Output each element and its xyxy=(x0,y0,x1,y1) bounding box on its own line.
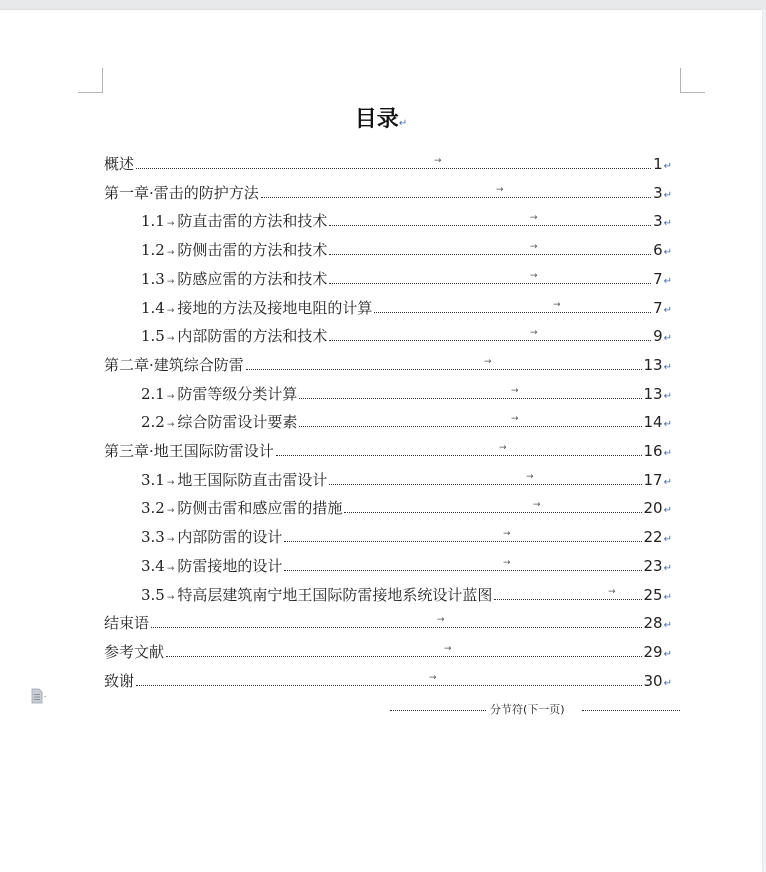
toc-page-number: 25 xyxy=(643,585,663,604)
toc-entry-page xyxy=(644,498,672,521)
toc-entry-page xyxy=(653,183,672,206)
toc-entry[interactable] xyxy=(0,211,762,240)
toc-entry[interactable] xyxy=(0,269,762,298)
toc-entry[interactable] xyxy=(0,498,762,527)
toc-entry-text: 内部防雷的设计 xyxy=(177,528,283,547)
toc-entry-text: 第三章·地王国际防雷设计 xyxy=(104,442,274,460)
tab-arrow-icon: → xyxy=(437,615,445,626)
paragraph-mark: ↵ xyxy=(663,333,672,345)
paragraph-mark: ↵ xyxy=(663,448,672,459)
paragraph-mark: ↵ xyxy=(663,189,672,201)
section-break-line-right xyxy=(582,710,680,711)
paragraph-mark: ↵ xyxy=(663,419,672,431)
tab-arrow-icon: → xyxy=(503,529,511,540)
toc-leader-dots xyxy=(344,512,642,513)
toc-entry-number: 2.1 xyxy=(141,384,165,403)
toc-entry[interactable] xyxy=(0,412,762,441)
toc-entry[interactable] xyxy=(0,556,762,585)
toc-entry-page xyxy=(653,298,672,321)
toc-entry[interactable] xyxy=(0,298,762,327)
toc-entry-number: 3.3 xyxy=(141,528,165,547)
toc-entry-label xyxy=(141,240,327,263)
paragraph-mark: ↵ xyxy=(663,534,672,546)
paragraph-mark: ↵ xyxy=(663,390,672,402)
toc-entry-number: 1.1 xyxy=(141,212,165,231)
toc-entry-number: 1.5 xyxy=(141,327,165,346)
tab-arrow-icon: → xyxy=(499,443,507,453)
toc-entry-text: 防感应雷的方法和技术 xyxy=(177,269,328,288)
document-icon[interactable] xyxy=(30,688,48,704)
tab-arrow-icon: → xyxy=(166,506,175,517)
toc-entry-label xyxy=(141,498,342,521)
paragraph-mark: ↵ xyxy=(663,161,672,172)
toc-leader-dots xyxy=(276,455,642,456)
toc-entry[interactable] xyxy=(0,154,762,183)
toc-entry-page xyxy=(653,269,672,292)
toc-entry-number: 1.2 xyxy=(141,241,165,260)
toc-entry-text: 防雷等级分类计算 xyxy=(177,384,298,403)
toc-entry-page xyxy=(644,412,672,435)
toc-entry-page xyxy=(644,671,672,694)
toc-leader-dots xyxy=(166,656,642,657)
toc-entry-number: 3.5 xyxy=(141,585,165,604)
toc-leader-dots xyxy=(494,599,642,600)
toc-entry[interactable] xyxy=(0,384,762,413)
toc-entry-page xyxy=(644,556,672,579)
section-break-label: 分节符(下一页) xyxy=(490,703,565,716)
paragraph-mark: ↵ xyxy=(663,361,672,373)
toc-entry-label xyxy=(104,642,164,662)
toc-entry[interactable] xyxy=(0,470,762,499)
toc-entry-page xyxy=(644,441,672,464)
tab-arrow-icon: → xyxy=(166,592,175,603)
paragraph-mark: ↵ xyxy=(663,247,672,259)
toc-entry-label xyxy=(141,470,327,493)
toc-leader-dots xyxy=(299,398,642,399)
tab-arrow-icon: → xyxy=(484,356,492,367)
paragraph-mark: ↵ xyxy=(663,505,672,517)
toc-page-number: 3 xyxy=(653,183,663,202)
tab-arrow-icon: → xyxy=(530,242,538,253)
toc-entry[interactable] xyxy=(0,613,762,642)
paragraph-mark: ↵ xyxy=(398,118,408,129)
toc-entry[interactable] xyxy=(0,671,762,700)
tab-arrow-icon: → xyxy=(166,477,175,488)
tab-arrow-icon: → xyxy=(166,219,175,230)
toc-entry[interactable] xyxy=(0,355,762,384)
toc-page-number: 7 xyxy=(653,269,663,288)
toc-entry-text: 防直击雷的方法和技术 xyxy=(177,212,328,231)
toc-entry-page xyxy=(644,355,672,378)
toc-page-number: 13 xyxy=(643,355,663,374)
tab-arrow-icon: → xyxy=(511,385,519,396)
toc-leader-dots xyxy=(329,340,651,341)
toc-title xyxy=(0,102,762,133)
toc-entry[interactable] xyxy=(0,240,762,269)
paragraph-mark: ↵ xyxy=(663,620,672,632)
tab-arrow-icon: → xyxy=(166,420,175,431)
toc-page-number: 29 xyxy=(643,642,663,661)
toc-page-number: 28 xyxy=(643,614,663,633)
toc-leader-dots xyxy=(246,369,642,370)
toc-page-number: 9 xyxy=(653,327,663,346)
toc-entry-label xyxy=(104,441,274,461)
toc-page-number: 7 xyxy=(653,298,663,317)
toc-entry-text: 结束语 xyxy=(104,614,150,633)
tab-arrow-icon: → xyxy=(530,328,538,339)
toc-entry-text: 特高层建筑南宁地王国际防雷接地系统设计蓝图 xyxy=(177,585,493,604)
toc-entry-number: 3.1 xyxy=(141,470,165,489)
toc-page-number: 16 xyxy=(643,442,663,460)
toc-entry-text: 综合防雷设计要素 xyxy=(177,413,298,432)
toc-entry-text: 防侧击雷和感应雷的措施 xyxy=(177,499,343,518)
toc-page-number: 3 xyxy=(653,212,663,231)
toc-entry-label xyxy=(104,154,134,174)
margin-corner-top-right xyxy=(680,68,705,93)
toc-leader-dots xyxy=(151,627,642,628)
toc-leader-dots xyxy=(374,312,651,313)
toc-entry-page xyxy=(644,642,672,665)
document-page[interactable] xyxy=(0,10,762,872)
tab-arrow-icon: → xyxy=(533,500,541,511)
toc-entry-text: 第二章·建筑综合防雷 xyxy=(104,355,244,374)
tab-arrow-icon: → xyxy=(526,471,534,482)
tab-arrow-icon: → xyxy=(503,557,511,568)
toc-entry-text: 接地的方法及接地电阻的计算 xyxy=(177,298,373,317)
toc-leader-dots xyxy=(299,426,642,427)
toc-entry[interactable] xyxy=(0,585,762,614)
toc-entry-number: 1.4 xyxy=(141,298,165,317)
toc-entry-page xyxy=(644,585,672,608)
toc-entry-page xyxy=(653,326,672,349)
margin-corner-top-left xyxy=(78,68,103,93)
paragraph-mark: ↵ xyxy=(663,591,672,603)
toc-leader-dots xyxy=(329,484,642,485)
toc-entry-label xyxy=(104,183,259,203)
tab-arrow-icon: → xyxy=(496,184,504,195)
tab-arrow-icon: → xyxy=(166,305,175,316)
toc-entry-page xyxy=(653,240,672,263)
toc-leader-dots xyxy=(136,168,651,169)
tab-arrow-icon: → xyxy=(530,213,538,224)
tab-arrow-icon: → xyxy=(429,672,437,683)
toc-entry[interactable] xyxy=(0,183,762,212)
toc-page-number: 23 xyxy=(643,556,663,575)
toc-entry-text: 参考文献 xyxy=(104,642,165,661)
toc-title-text: 目录 xyxy=(354,107,399,132)
toc-entry-number: 3.4 xyxy=(141,556,165,575)
toc-entry-text: 防侧击雷的方法和技术 xyxy=(177,241,328,260)
toc-leader-dots xyxy=(329,283,651,284)
toc-entry-text: 第一章·雷击的防护方法 xyxy=(104,183,259,202)
tab-arrow-icon: → xyxy=(553,299,561,310)
toc-entry-label xyxy=(141,556,282,579)
toc-entry[interactable] xyxy=(0,441,762,470)
toc-leader-dots xyxy=(329,254,651,255)
toc-page-number: 6 xyxy=(653,241,663,260)
toc-entry-number: 2.2 xyxy=(141,413,165,432)
toc-entry-label xyxy=(141,211,327,234)
paragraph-mark: ↵ xyxy=(663,304,672,316)
toc-entry-text: 防雷接地的设计 xyxy=(177,556,283,575)
toc-entry-label xyxy=(104,671,134,691)
section-break xyxy=(390,701,680,717)
toc-entry[interactable] xyxy=(0,326,762,355)
toc-entry-page xyxy=(644,613,672,636)
toc-entry-page xyxy=(644,527,672,550)
toc-entry-label xyxy=(141,269,327,292)
toc-entry-text: 致谢 xyxy=(104,671,135,690)
tab-arrow-icon: → xyxy=(166,563,175,574)
paragraph-mark: ↵ xyxy=(663,562,672,574)
tab-arrow-icon: → xyxy=(511,414,519,425)
tab-arrow-icon: → xyxy=(166,334,175,345)
toc-page-number: 30 xyxy=(643,671,663,690)
section-break-line-left xyxy=(390,710,486,711)
tab-arrow-icon: → xyxy=(608,586,616,597)
tab-arrow-icon: → xyxy=(166,248,175,259)
toc-leader-dots xyxy=(284,541,642,542)
toc-entry-label xyxy=(141,527,282,550)
toc-entry-page xyxy=(644,470,672,493)
toc-entry-number: 3.2 xyxy=(141,499,165,518)
toc-entry-label xyxy=(104,355,244,375)
tab-arrow-icon: → xyxy=(530,270,538,281)
tab-arrow-icon: → xyxy=(166,391,175,402)
toc-leader-dots xyxy=(261,197,651,198)
toc-entry-text: 内部防雷的方法和技术 xyxy=(177,327,328,346)
toc-entry-label xyxy=(141,326,327,349)
paragraph-mark: ↵ xyxy=(663,275,672,287)
toc-page-number: 22 xyxy=(643,528,663,547)
tab-arrow-icon: → xyxy=(166,276,175,287)
toc-entry-number: 1.3 xyxy=(141,269,165,288)
tab-arrow-icon: → xyxy=(166,535,175,546)
toc-entry-label xyxy=(141,298,372,321)
toc-leader-dots xyxy=(136,685,642,686)
toc-entry-label xyxy=(104,613,149,633)
tab-arrow-icon: → xyxy=(444,643,452,654)
window-top-bar xyxy=(0,0,766,10)
paragraph-mark: ↵ xyxy=(663,476,672,488)
toc-page-number: 17 xyxy=(643,470,663,489)
toc-leader-dots xyxy=(284,570,642,571)
paragraph-mark: ↵ xyxy=(663,677,672,689)
paragraph-mark: ↵ xyxy=(663,218,672,230)
toc-entry-page xyxy=(644,384,672,407)
toc-page-number: 13 xyxy=(643,384,663,403)
toc-entry-label xyxy=(141,384,297,407)
toc-entry-page xyxy=(653,154,672,177)
toc-entry-page xyxy=(653,211,672,234)
toc-leader-dots xyxy=(329,225,651,226)
toc-entry-label xyxy=(141,412,297,435)
toc-entry-label xyxy=(141,585,492,608)
toc-entry-text: 地王国际防直击雷设计 xyxy=(177,470,328,489)
toc-entry[interactable] xyxy=(0,527,762,556)
toc-page-number: 20 xyxy=(643,499,663,518)
toc-page-number: 1 xyxy=(653,155,663,173)
toc-entry-text: 概述 xyxy=(104,155,135,173)
toc-page-number: 14 xyxy=(643,413,663,432)
toc-entry[interactable] xyxy=(0,642,762,671)
tab-arrow-icon: → xyxy=(434,156,442,166)
paragraph-mark: ↵ xyxy=(663,648,672,660)
